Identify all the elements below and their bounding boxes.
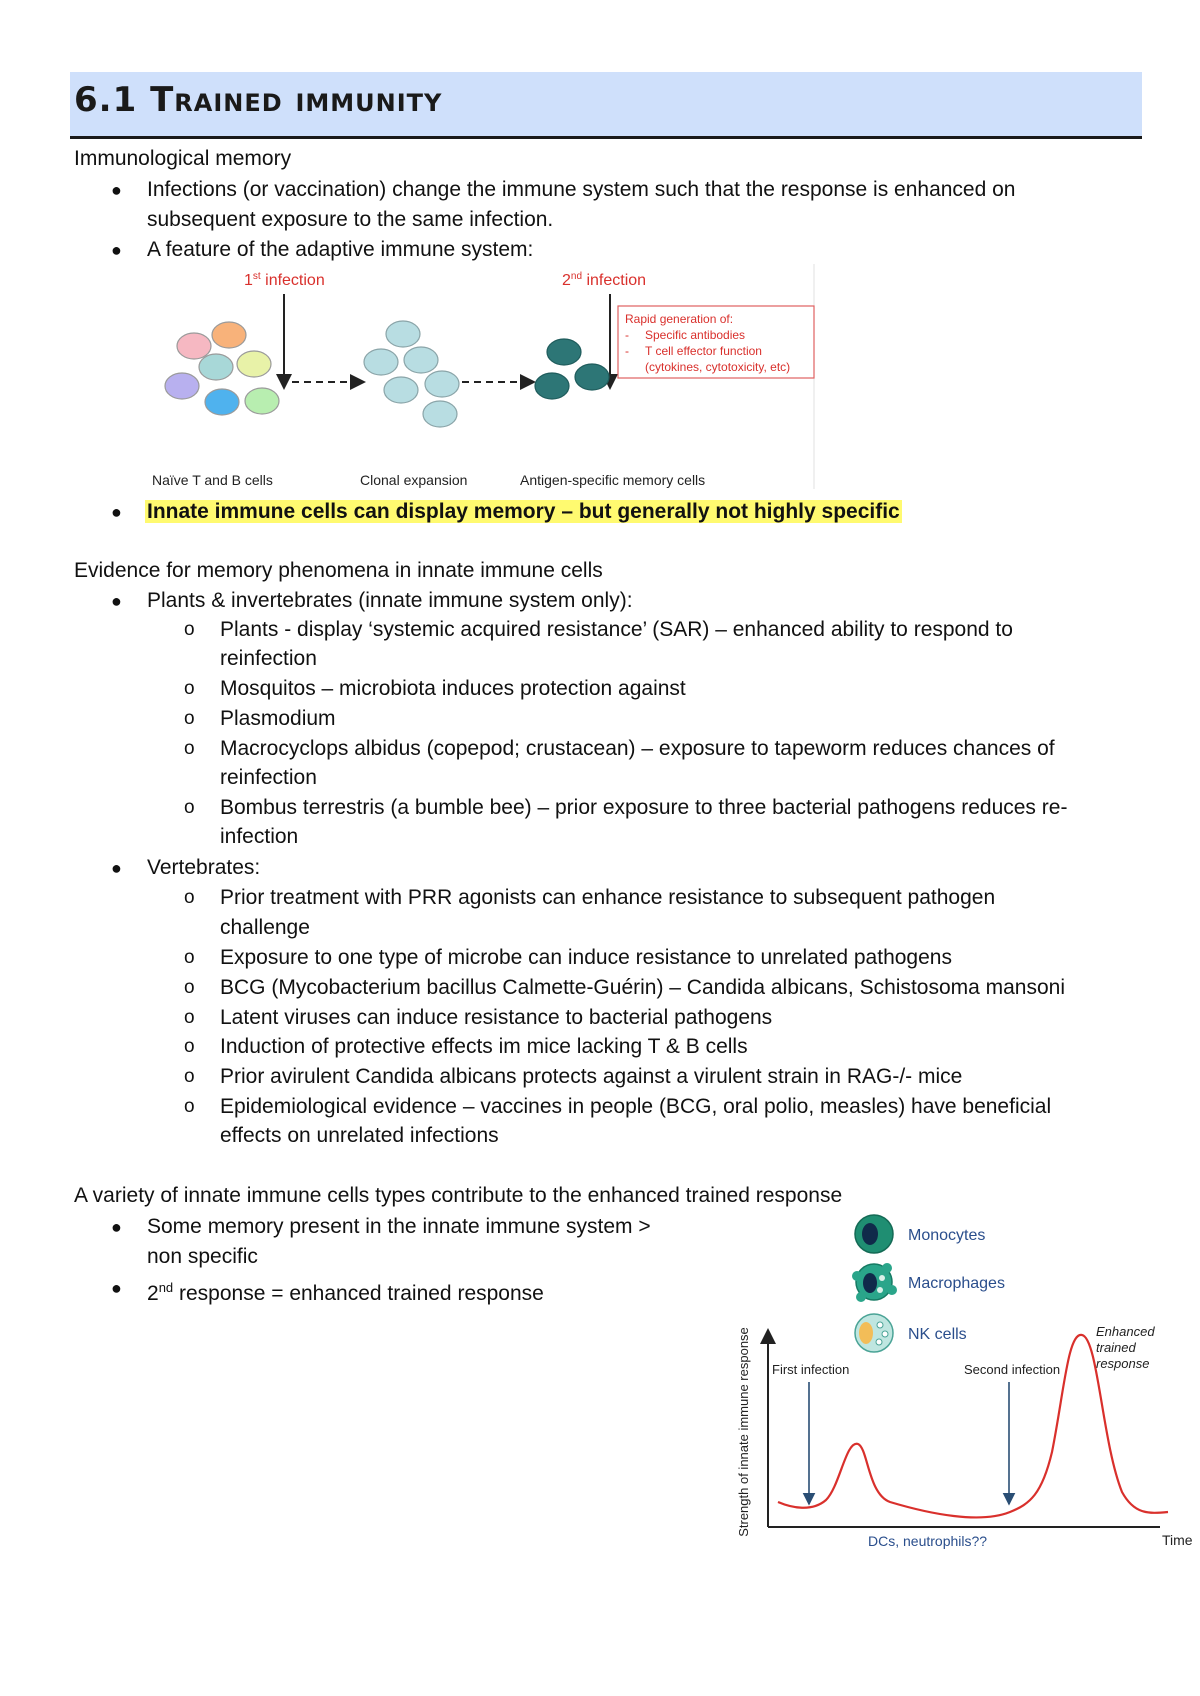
bullet-icon: ● bbox=[111, 502, 122, 522]
enhanced-label: response bbox=[1096, 1356, 1150, 1371]
list-item: Some memory present in the innate immune system > bbox=[147, 1215, 651, 1238]
sub-list-item-cont: reinfection bbox=[220, 766, 317, 789]
bullet-icon: ● bbox=[111, 180, 122, 200]
list-item: A feature of the adaptive immune system: bbox=[147, 238, 534, 261]
cell-icon bbox=[177, 333, 211, 359]
sub-list-item: Plants - display ‘systemic acquired resistance’ (SAR) – enhanced ability to respond to bbox=[220, 618, 1013, 641]
sub-list-item: Mosquitos – microbiota induces protection against bbox=[220, 677, 686, 700]
list-item-cont: subsequent exposure to the same infection. bbox=[147, 208, 554, 231]
legend-macrophages: Macrophages bbox=[908, 1275, 1005, 1292]
sub-list-item: Exposure to one type of microbe can induce resistance to unrelated pathogens bbox=[220, 946, 952, 969]
box-title: Rapid generation of: bbox=[625, 312, 734, 326]
enhanced-label: trained bbox=[1096, 1340, 1136, 1355]
bullet-icon: ● bbox=[111, 240, 122, 260]
adaptive-memory-diagram bbox=[140, 264, 820, 494]
section-heading-immunological-memory: Immunological memory bbox=[74, 147, 292, 170]
cell-icon bbox=[212, 322, 246, 348]
sub-bullet-icon: o bbox=[184, 1066, 195, 1087]
item-text: response = enhanced trained response bbox=[173, 1282, 544, 1305]
cell-icon bbox=[199, 354, 233, 380]
sub-bullet-icon: o bbox=[184, 1096, 195, 1117]
sub-bullet-icon: o bbox=[184, 708, 195, 729]
box-item: (cytokines, cytotoxicity, etc) bbox=[645, 360, 791, 374]
sub-list-item: Bombus terrestris (a bumble bee) – prior exposure to three bacterial pathogens reduces re- bbox=[220, 796, 1068, 819]
second-infection-label: Second infection bbox=[964, 1362, 1061, 1377]
dc-neutrophils-label: DCs, neutrophils?? bbox=[868, 1533, 988, 1549]
sub-bullet-icon: o bbox=[184, 1007, 195, 1028]
list-item-cont: non specific bbox=[147, 1245, 258, 1268]
sub-bullet-icon: o bbox=[184, 797, 195, 818]
y-axis-label: Strength of innate immune response bbox=[736, 1327, 751, 1537]
cell-icon bbox=[547, 339, 581, 365]
sub-list-item: BCG (Mycobacterium bacillus Calmette-Guérin) – Candida albicans, Schistosoma mansoni bbox=[220, 976, 1066, 999]
bullet-icon: ● bbox=[111, 1278, 122, 1298]
list-item: Vertebrates: bbox=[147, 856, 261, 879]
sub-list-item-cont: challenge bbox=[220, 916, 310, 939]
sub-list-item: Macrocyclops albidus (copepod; crustacean) – exposure to tapeworm reduces chances of bbox=[220, 737, 1055, 760]
cell-icon bbox=[575, 364, 609, 390]
trained-response-figure bbox=[730, 1212, 1200, 1564]
list-item bbox=[147, 1273, 544, 1309]
legend-nk-cells: NK cells bbox=[908, 1326, 967, 1343]
sub-list-item-cont: effects on unrelated infections bbox=[220, 1124, 499, 1147]
x-axis-label: Time bbox=[1162, 1532, 1193, 1548]
bullet-icon: ● bbox=[111, 858, 122, 878]
sub-list-item: Prior treatment with PRR agonists can enhance resistance to subsequent pathogen bbox=[220, 886, 996, 909]
sub-list-item: Prior avirulent Candida albicans protects against a virulent strain in RAG-/- mice bbox=[220, 1065, 963, 1088]
cell-icon bbox=[535, 373, 569, 399]
cell-icon bbox=[237, 351, 271, 377]
list-item: Infections (or vaccination) change the immune system such that the response is enhanced on bbox=[147, 178, 1016, 201]
cell-icon bbox=[423, 401, 457, 427]
section-heading-evidence: Evidence for memory phenomena in innate immune cells bbox=[74, 559, 603, 582]
first-infection-label: First infection bbox=[772, 1362, 850, 1377]
label-naive: Naïve T and B cells bbox=[152, 472, 273, 488]
cell-icon bbox=[384, 377, 418, 403]
legend-monocytes: Monocytes bbox=[908, 1227, 986, 1244]
enhanced-label: Enhanced bbox=[1096, 1324, 1155, 1339]
naive-cells bbox=[165, 322, 279, 415]
sub-list-item-cont: reinfection bbox=[220, 647, 317, 670]
sub-bullet-icon: o bbox=[184, 887, 195, 908]
bullet-icon: ● bbox=[111, 591, 122, 611]
ordinal-suffix: nd bbox=[158, 1280, 174, 1295]
box-item: Specific antibodies bbox=[645, 328, 746, 342]
sub-list-item: Latent viruses can induce resistance to bacterial pathogens bbox=[220, 1006, 773, 1029]
highlight-text: Innate immune cells can display memory – but generally not highly specific bbox=[147, 500, 900, 523]
first-infection-label: 1st infection bbox=[244, 271, 325, 289]
sub-list-item: Epidemiological evidence – vaccines in people (BCG, oral polio, measles) have beneficial bbox=[220, 1095, 1052, 1118]
box-dash: - bbox=[625, 344, 629, 358]
sub-bullet-icon: o bbox=[184, 738, 195, 759]
sub-list-item: Plasmodium bbox=[220, 707, 336, 730]
sub-bullet-icon: o bbox=[184, 619, 195, 640]
label-clonal: Clonal expansion bbox=[360, 472, 468, 488]
memory-cells bbox=[535, 339, 609, 399]
sub-bullet-icon: o bbox=[184, 678, 195, 699]
ordinal-number: 2 bbox=[147, 1282, 159, 1305]
second-infection-label: 2nd infection bbox=[562, 271, 647, 289]
cell-icon bbox=[205, 389, 239, 415]
nk-cell-icon bbox=[855, 1314, 893, 1352]
list-item: Plants & invertebrates (innate immune system only): bbox=[147, 589, 633, 612]
cell-icon bbox=[245, 388, 279, 414]
sub-bullet-icon: o bbox=[184, 1036, 195, 1057]
monocyte-icon bbox=[855, 1215, 893, 1253]
macrophage-icon bbox=[852, 1263, 897, 1302]
sub-bullet-icon: o bbox=[184, 977, 195, 998]
cell-icon bbox=[404, 347, 438, 373]
cell-icon bbox=[425, 371, 459, 397]
section-heading-variety: A variety of innate immune cells types contribute to the enhanced trained response bbox=[74, 1184, 843, 1207]
sub-list-item: Induction of protective effects im mice lacking T & B cells bbox=[220, 1035, 748, 1058]
bullet-icon: ● bbox=[111, 1217, 122, 1237]
sub-bullet-icon: o bbox=[184, 947, 195, 968]
cell-icon bbox=[165, 373, 199, 399]
cell-icon bbox=[386, 321, 420, 347]
clonal-cells bbox=[364, 321, 459, 427]
highlighted-item bbox=[145, 497, 902, 527]
box-item: T cell effector function bbox=[645, 344, 762, 358]
label-memory: Antigen-specific memory cells bbox=[520, 472, 706, 488]
page-title: 6.1 Trained immunity bbox=[74, 80, 443, 120]
cell-icon bbox=[364, 349, 398, 375]
sub-list-item-cont: infection bbox=[220, 825, 299, 848]
box-dash: - bbox=[625, 328, 629, 342]
